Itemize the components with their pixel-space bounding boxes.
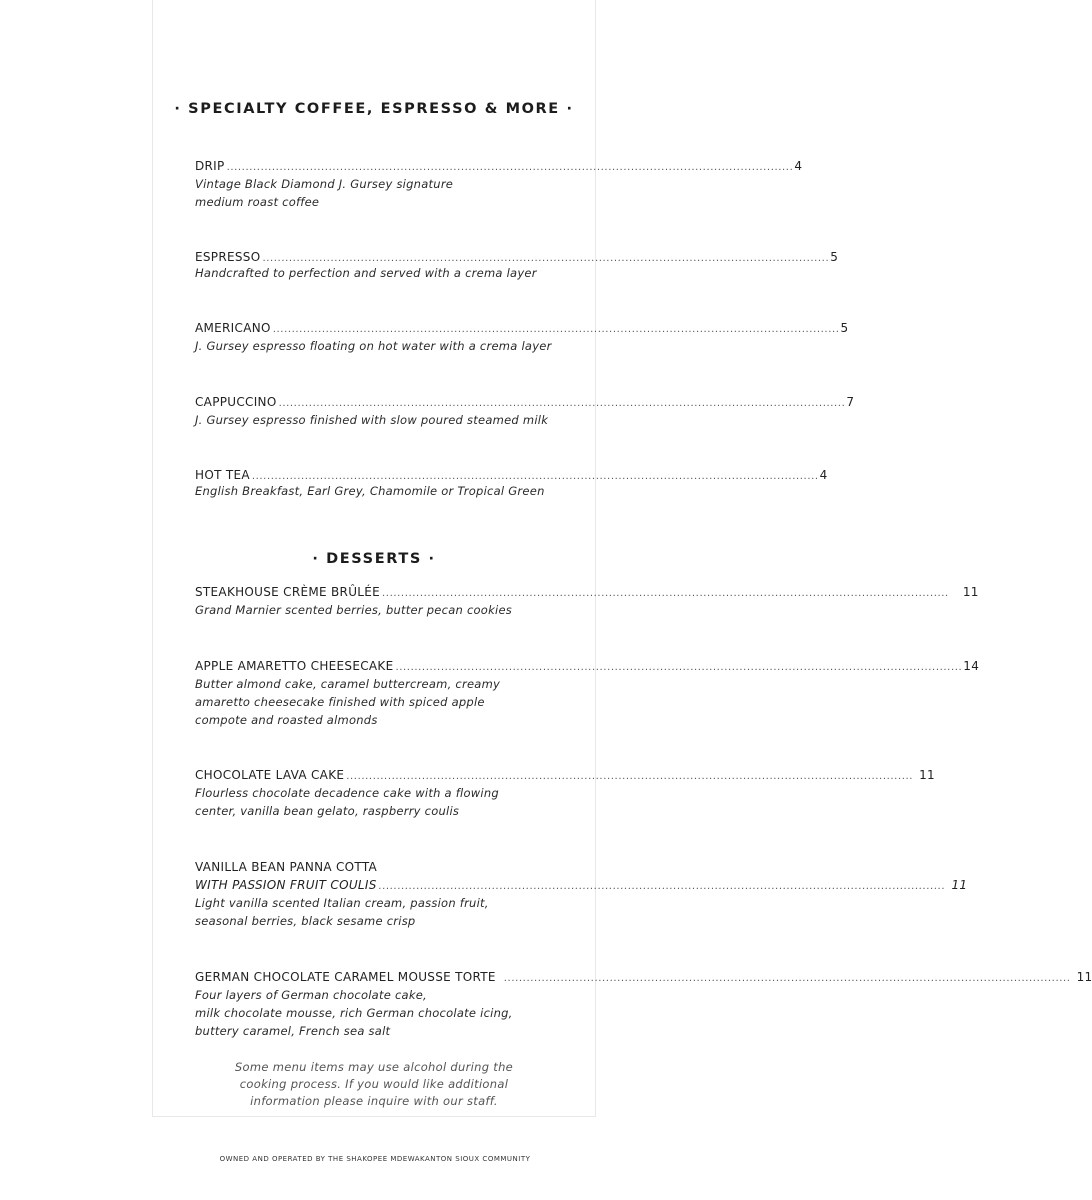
item-price: 11 (962, 585, 979, 599)
item-description: English Breakfast, Earl Grey, Chamomile or Tropical Green (195, 484, 545, 498)
dot-leader: ...................................................................................................................................................... (503, 973, 1071, 984)
item-description: Light vanilla scented Italian cream, passion fruit, (195, 896, 489, 910)
dot-leader: ...................................................................................................................................................... (382, 588, 949, 599)
item-name: VANILLA BEAN PANNA COTTA (195, 860, 378, 874)
item-name-line2: WITH PASSION FRUIT COULIS (195, 878, 377, 892)
item-name: APPLE AMARETTO CHEESECAKE (195, 659, 394, 673)
item-name: CAPPUCCINO (195, 395, 277, 409)
menu-item-americano (195, 319, 849, 355)
item-description: buttery caramel, French sea salt (195, 1024, 391, 1038)
item-description: milk chocolate mousse, rich German chocolate icing, (195, 1006, 513, 1020)
item-name: STEAKHOUSE CRÈME BRÛLÉE (195, 585, 381, 599)
dot-leader: ...................................................................................................................................................... (251, 471, 819, 482)
dot-leader: ...................................................................................................................................................... (278, 398, 846, 409)
item-price: 5 (840, 321, 849, 335)
menu-page (152, 0, 1092, 1117)
dot-leader: ...................................................................................................................................................... (346, 771, 914, 782)
item-name: AMERICANO (195, 321, 271, 335)
item-description: compote and roasted almonds (195, 713, 378, 727)
item-description: J. Gursey espresso floating on hot water with a crema layer (195, 339, 552, 353)
item-price: 11 (951, 878, 968, 892)
item-description: center, vanilla bean gelato, raspberry coulis (195, 804, 460, 818)
dot-leader: ...................................................................................................................................................... (272, 324, 840, 335)
item-price: 7 (846, 395, 855, 409)
item-name: GERMAN CHOCOLATE CARAMEL MOUSSE TORTE (195, 970, 496, 984)
menu-item-cappuccino (195, 393, 855, 429)
menu-item-hot-tea (195, 466, 828, 500)
dot-leader: ...................................................................................................................................................... (262, 253, 830, 264)
section-title-desserts: · DESSERTS · (312, 551, 436, 567)
ownership-footer: OWNED AND OPERATED BY THE SHAKOPEE MDEWAKANTON SIOUX COMMUNITY (219, 1155, 531, 1163)
item-name: ESPRESSO (195, 250, 261, 264)
dot-leader: ...................................................................................................................................................... (226, 162, 794, 173)
item-description: Grand Marnier scented berries, butter pecan cookies (195, 603, 513, 617)
menu-item-drip (195, 157, 803, 211)
item-price: 11 (919, 768, 935, 782)
menu-item-panna-cotta (195, 858, 968, 930)
dot-leader: ...................................................................................................................................................... (378, 881, 946, 892)
item-description: Four layers of German chocolate cake, (195, 988, 427, 1002)
item-name: HOT TEA (195, 468, 250, 482)
menu-item-german-chocolate-torte (195, 968, 1092, 1040)
item-price: 11 (1076, 970, 1092, 984)
item-name: DRIP (195, 159, 225, 173)
item-price: 14 (963, 659, 980, 673)
item-name: CHOCOLATE LAVA CAKE (195, 768, 345, 782)
item-price: 4 (819, 468, 828, 482)
item-description: Butter almond cake, caramel buttercream, creamy (195, 677, 501, 691)
notice-line: information please inquire with our staff. (250, 1094, 498, 1108)
notice-line: cooking process. If you would like additional (239, 1077, 509, 1091)
dot-leader: ...................................................................................................................................................... (395, 662, 963, 673)
menu-item-espresso (195, 248, 839, 282)
item-price: 5 (830, 250, 839, 264)
menu-item-apple-amaretto-cheesecake (195, 657, 980, 729)
menu-item-creme-brulee (195, 583, 979, 619)
section-title-coffee: · SPECIALTY COFFEE, ESPRESSO & MORE · (174, 101, 574, 117)
menu-item-chocolate-lava-cake (195, 766, 935, 820)
item-price: 4 (794, 159, 803, 173)
item-description: medium roast coffee (195, 195, 320, 209)
alcohol-notice (153, 1059, 595, 1110)
item-description: Flourless chocolate decadence cake with a flowing (195, 786, 499, 800)
item-description: J. Gursey espresso finished with slow poured steamed milk (195, 413, 549, 427)
notice-line: Some menu items may use alcohol during the (234, 1060, 514, 1074)
item-description: Vintage Black Diamond J. Gursey signature (195, 177, 454, 191)
item-description: amaretto cheesecake finished with spiced apple (195, 695, 485, 709)
item-description: seasonal berries, black sesame crisp (195, 914, 416, 928)
item-description: Handcrafted to perfection and served with a crema layer (195, 266, 537, 280)
